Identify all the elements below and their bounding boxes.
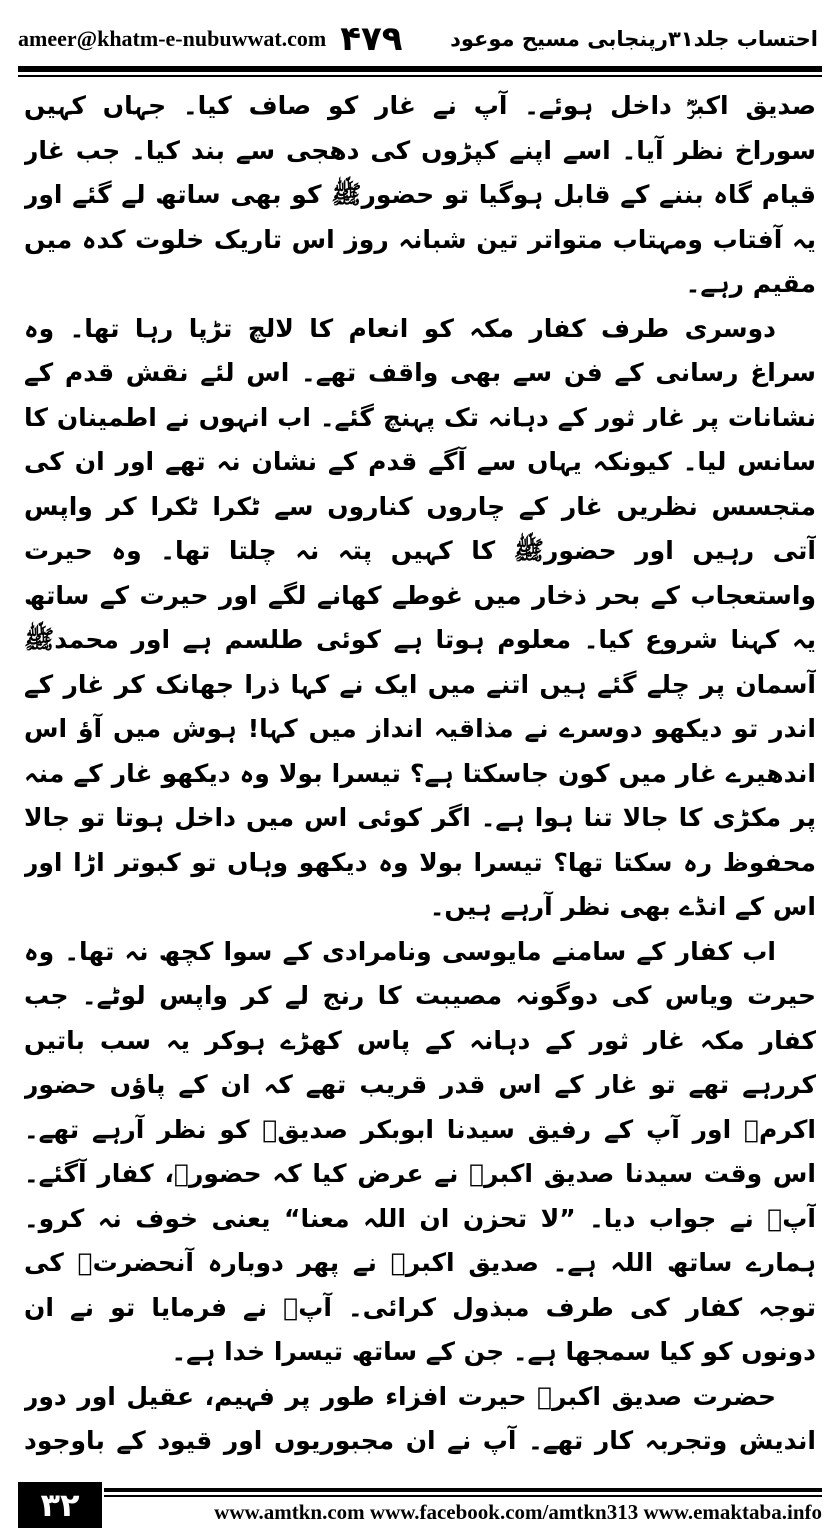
paragraph-4: حضرت صدیق اکبرؓ حیرت افزاء طور پر فہیم، عقیل اور دور اندیش وتجربہ کار تھے۔ آپ نے ان مجبوریوں اور قیود کے باوجود xyxy=(24,1381,816,1455)
paragraph-2: دوسری طرف کفار مکہ کو انعام کا لالچ تڑپا رہا تھا۔ وہ سراغ رسانی کے فن سے بھی واقف تھے۔ اس لئے نقش قدم کے نشانات پر غار ثور کے دہانہ تک پہنچ گئے۔ اب انہوں نے اطمینان کا سانس لیا۔ کیونکہ یہاں سے آگے قدم کے نشان نہ تھے اور ان کی متجسس نظریں غار کے چاروں کناروں سے ٹکرا ٹکرا کر واپس آتی رہیں اور حضورﷺ کا کہیں پتہ نہ چلتا تھا۔ وہ حیرت واستعجاب کے بحر ذخار میں غوطے کھانے لگے اور حیرت کے ساتھ یہ کہنا شروع کیا۔ معلوم ہوتا ہے کوئی طلسم ہے اور محمدﷺ آسمان پر چلے گئے ہیں اتنے میں ایک نے کہا ذرا جھانک کر غار کے اندر تو دیکھو دوسرے نے مذاقیہ انداز میں کہا! ہوش میں آؤ اس اندھیرے غار میں کون جاسکتا ہے؟ تیسرا بولا وہ دیکھو غار کے منہ پر مکڑی کا جالا تنا ہوا ہے۔ اگر کوئی اس میں داخل ہوتا تو جالا محفوظ رہ سکتا تھا؟ تیسرا بولا وہ دیکھو وہاں تو کبوتر اڑا اور اس کے انڈے بھی نظر آرہے ہیں۔ xyxy=(24,313,816,921)
body-text xyxy=(24,84,816,1466)
footer-rule-thin xyxy=(104,1495,822,1497)
header-left xyxy=(18,19,403,59)
footer-page-number: ۳۲ xyxy=(18,1482,102,1528)
paragraph-3: اب کفار کے سامنے مایوسی ونامرادی کے سوا کچھ نہ تھا۔ وہ حیرت ویاس کی دوگونہ مصیبت کا رنج لے کر واپس لوٹے۔ جب کفار مکہ غار ثور کے دہانہ کے پاس کھڑے ہوکر یہ سب باتیں کررہے تھے تو غار کے اس قدر قریب تھے کہ ان کے پاؤں حضور اکرمﷺ اور آپ کے رفیق سیدنا ابوبکر صدیقؓ کو نظر آرہے تھے۔ اس وقت سیدنا صدیق اکبرؓ نے عرض کیا کہ حضورﷺ، کفار آگئے۔ آپؐ نے جواب دیا۔ ”لا تحزن ان اللہ معنا“ یعنی خوف نہ کرو۔ ہمارے ساتھ اللہ ہے۔ صدیق اکبرؓ نے پھر دوبارہ آنحضرتﷺ کی توجہ کفار کی طرف مبذول کرائی۔ آپؐ نے فرمایا تو نے ان دونوں کو کیا سمجھا ہے۔ جن کے ساتھ تیسرا خدا ہے۔ xyxy=(24,936,816,1366)
header-email: ameer@khatm-e-nubuwwat.com xyxy=(18,26,327,51)
footer-links: www.amtkn.com www.facebook.com/amtkn313 www.emaktaba.info xyxy=(214,1500,822,1524)
header-rule-thin xyxy=(18,75,822,77)
page-header xyxy=(18,14,818,64)
header-rule-thick xyxy=(18,66,822,72)
header-book-title: احتساب جلد۳۱رپنجابی مسیح موعود xyxy=(450,27,818,51)
header-page-number: ۴۷۹ xyxy=(340,19,403,59)
paragraph-1: صدیق اکبرؓ داخل ہوئے۔ آپ نے غار کو صاف کیا۔ جہاں کہیں سوراخ نظر آیا۔ اسے اپنے کپڑوں کی دھجی سے بند کیا۔ جب غار قیام گاہ بننے کے قابل ہوگیا تو حضورﷺ کو بھی ساتھ لے گئے اور یہ آفتاب ومہتاب متواتر تین شبانہ روز اس تاریک خلوت کدہ میں مقیم رہے۔ xyxy=(24,91,816,298)
footer-rule-thick xyxy=(104,1488,822,1492)
page-footer xyxy=(0,1480,840,1540)
